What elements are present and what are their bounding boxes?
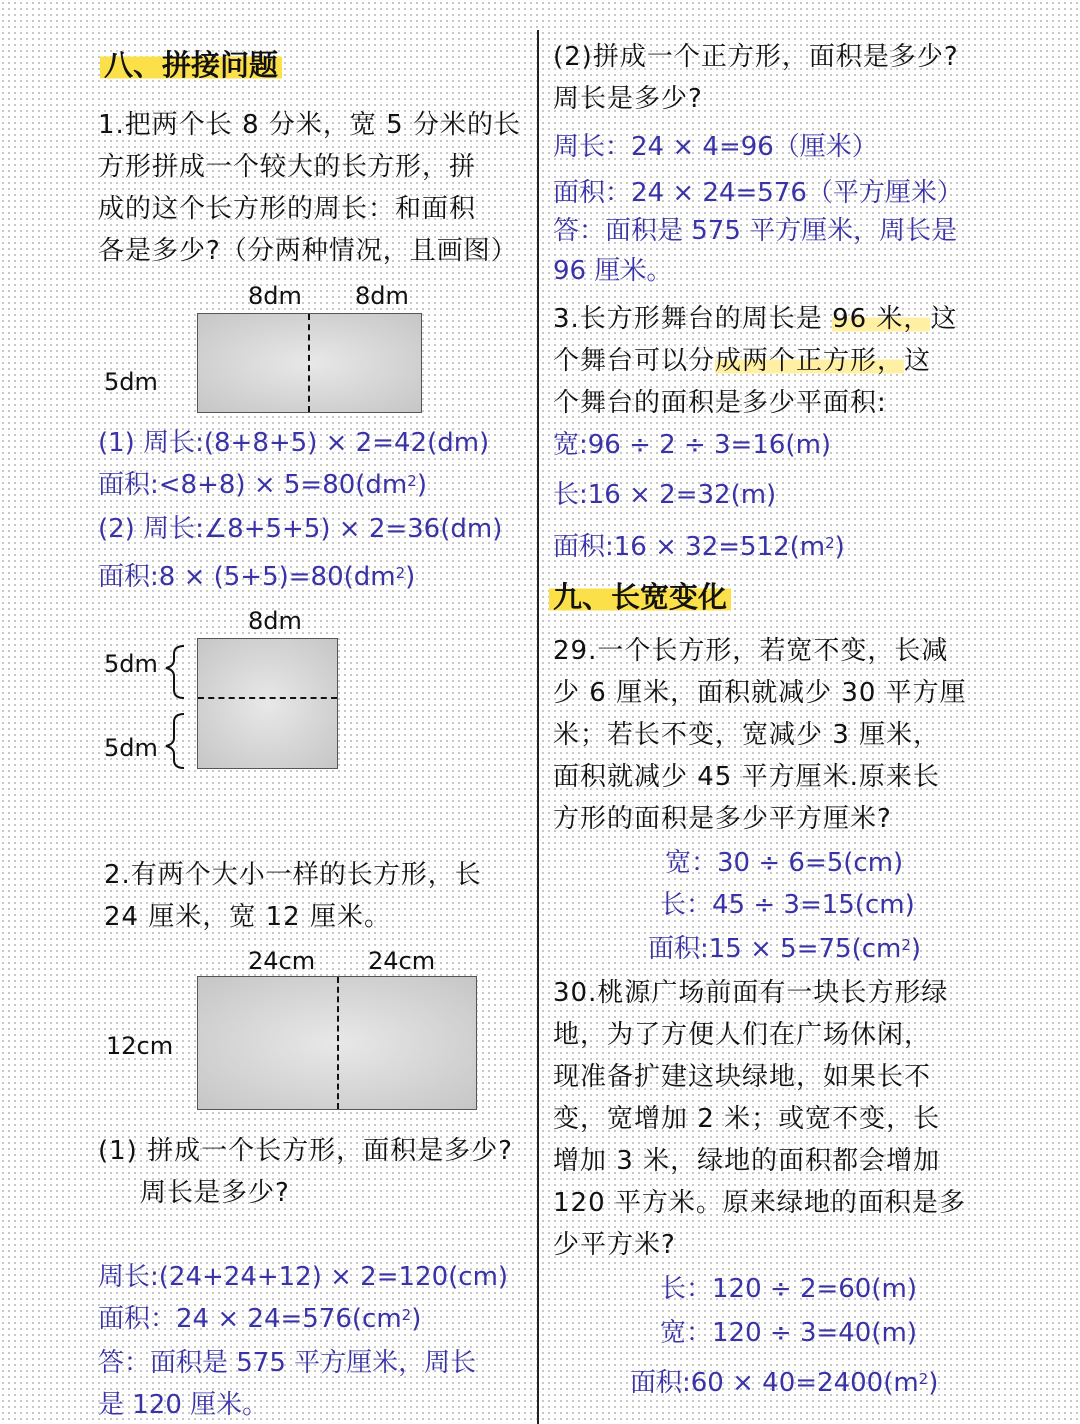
q2-line-1: 2.有两个大小一样的长方形，长 (104, 860, 482, 890)
ans2-line-4: 是 120 厘米。 (98, 1390, 269, 1420)
fig2-side-bottom-label: 5dm (104, 734, 158, 762)
q30-line-6: 120 平方米。原来绿地的面积是多 (553, 1188, 966, 1218)
q30-line-4: 变，宽增加 2 米；或宽不变，长 (553, 1104, 941, 1134)
fig2-rectangle (197, 638, 338, 769)
ans4-line-2: 长:16 × 2=32(m) (553, 480, 777, 510)
ans4-line-3: 面积:16 × $32=512(m^2)$ (553, 532, 845, 562)
section-title-8: 八、拼接问题 (100, 48, 282, 82)
q30-line-1: 30.桃源广场前面有一块长方形绿 (553, 978, 949, 1008)
q3-line-2: 个舞台可以分成两个正方形，这 (553, 346, 932, 376)
ans2-line-1: 周长:(24+24+12) × 2=120(cm) (98, 1262, 509, 1292)
ans29-line-2: 长：45 ÷ 3=15(cm) (660, 890, 915, 920)
fig1-dashed-divider (308, 314, 310, 412)
fig1-side-label: 5dm (104, 368, 158, 396)
ans1-line-3: (2) 周长:∠8+5+5) × 2=36(dm) (98, 514, 503, 544)
column-divider (537, 30, 539, 1424)
q1-line-2: 方形拼成一个较大的长方形，拼 (98, 152, 477, 182)
q2-2-line-2: 周长是多少? (553, 84, 703, 114)
fig3-side-label: 12cm (106, 1032, 174, 1060)
fig1-top-left-label: 8dm (248, 282, 302, 310)
section-title-9: 九、长宽变化 (549, 580, 731, 614)
q1-line-1: 1.把两个长 8 分米，宽 5 分米的长 (98, 110, 521, 140)
ans3-line-2: 面积：24 × 24=576（平方厘米） (553, 178, 963, 208)
ans2-line-2: 面积：$24 \times 24=576(cm^2)$ (98, 1304, 422, 1334)
ans1-line-1: (1) 周长:(8+8+5) × 2=42(dm) (98, 428, 490, 458)
q2-1-line-1: (1) 拼成一个长方形，面积是多少? (98, 1136, 513, 1166)
q29-line-1: 29.一个长方形，若宽不变，长减 (553, 636, 949, 666)
q2-2-line-1: (2)拼成一个正方形，面积是多少? (553, 42, 959, 72)
fig2-brace-icon (150, 642, 190, 772)
ans30-line-1: 长：120 ÷ 2=60(m) (660, 1274, 917, 1304)
fig2-side-top-label: 5dm (104, 650, 158, 678)
fig2-dashed-divider (198, 697, 337, 699)
fig3-dashed-divider (337, 977, 339, 1109)
fig3-top-right-label: 24cm (368, 947, 436, 975)
q29-line-3: 米；若长不变，宽减少 3 厘米， (553, 720, 941, 750)
ans1-line-2: 面积:<8+8) × $5=80(dm^2)$ (98, 470, 427, 500)
ans3-line-4: 96 厘米。 (553, 256, 673, 286)
q1-line-4: 各是多少?（分两种情况，且画图） (98, 236, 518, 266)
ans29-line-3: 面积:15 × $5=75(cm^2)$ (648, 934, 922, 964)
ans4-line-1: 宽:96 ÷ 2 ÷ 3=16(m) (553, 430, 832, 460)
q3-line-1: 3.长方形舞台的周长是 96 米，这 (553, 304, 958, 334)
q29-line-2: 少 6 厘米，面积就减少 30 平方厘 (553, 678, 967, 708)
fig2-top-label: 8dm (248, 607, 302, 635)
fig1-rectangle (197, 313, 422, 413)
q29-line-5: 方形的面积是多少平方厘米? (553, 804, 892, 834)
fig3-rectangle (197, 976, 477, 1110)
q3-line-3: 个舞台的面积是多少平面积: (553, 388, 887, 418)
q30-line-7: 少平方米? (553, 1230, 676, 1260)
q30-line-2: 地，为了方便人们在广场休闲， (553, 1020, 932, 1050)
ans3-line-1: 周长：24 × 4=96（厘米） (553, 132, 878, 162)
fig3-top-left-label: 24cm (248, 947, 316, 975)
ans30-line-3: 面积:60 × $40=2400(m^2)$ (630, 1368, 939, 1398)
ans2-line-3: 答：面积是 575 平方厘米，周长 (98, 1348, 477, 1378)
q29-line-4: 面积就减少 45 平方厘米.原来长 (553, 762, 940, 792)
q30-line-5: 增加 3 米，绿地的面积都会增加 (553, 1146, 941, 1176)
q1-line-3: 成的这个长方形的周长：和面积 (98, 194, 477, 224)
q2-1-line-2: 周长是多少? (140, 1178, 290, 1208)
ans30-line-2: 宽：120 ÷ 3=40(m) (660, 1318, 917, 1348)
q30-line-3: 现准备扩建这块绿地，如果长不 (553, 1062, 932, 1092)
q2-line-2: 24 厘米，宽 12 厘米。 (104, 902, 391, 932)
ans3-line-3: 答：面积是 575 平方厘米，周长是 (553, 216, 958, 246)
fig1-top-right-label: 8dm (355, 282, 409, 310)
ans1-line-4: 面积:8 × $(5+5)=80(dm^2)$ (98, 562, 416, 592)
ans29-line-1: 宽：30 ÷ 6=5(cm) (665, 848, 904, 878)
